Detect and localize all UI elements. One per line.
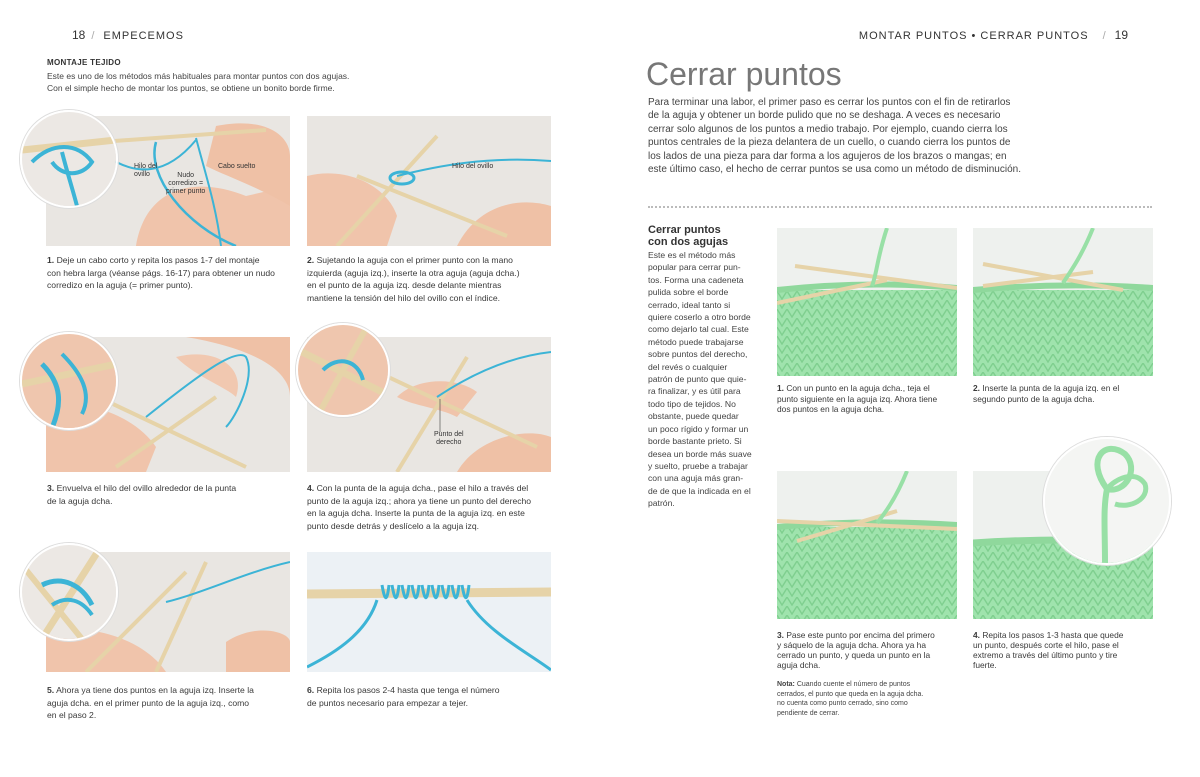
step-number: 6. bbox=[307, 685, 315, 695]
note-box: Nota: Cuando cuente el número de puntos cerrados, el punto que queda en la aguja dcha. no cuenta como punto cerrado, sino como pendiente de cerrar. bbox=[777, 681, 924, 717]
step-5-caption: 5. Ahora ya tiene dos puntos en la aguja izq. Inserte la aguja dcha. en el primer punto de la aguja izq., como en el paso 2. bbox=[47, 685, 254, 720]
step-1-caption: 1. Deje un cabo corto y repita los pasos 1-7 del montaje con hebra larga (véanse págs. 16-17) para obtener un nudo corredizo en la aguja (= primer punto). bbox=[47, 255, 275, 290]
left-page-number: 18 bbox=[72, 28, 86, 42]
intro-heading: MONTAJE TEJIDO bbox=[47, 58, 121, 67]
bindoff-step-1-photo bbox=[777, 228, 957, 376]
bindoff-step-4-detail-circle bbox=[1043, 437, 1171, 565]
step-number: 3. bbox=[47, 483, 55, 493]
body-text: Este es el método más popular para cerrar pun- tos. Forma una cadeneta pulida sobre el borde cerrado, ideal tanto si quiere coserlo a otro borde como dejarlo tal cual. Este método puede trabajarse sobre puntos del derecho, del revés o cualquier patrón de punto que quie- ra finalizar, y es útil para todo tipo de tejidos. No obstante, puede quedar un poco rígido y formar un borde bastante prieto. Si desea un borde más suave y suelto, pruebe a trabajar con una aguja más gran- de de que la indicada en el patrón. bbox=[648, 250, 752, 509]
bindoff-step-2-caption: 2. Inserte la punta de la aguja izq. en el segundo punto de la aguja dcha. bbox=[973, 383, 1120, 404]
right-section-title: MONTAR PUNTOS • CERRAR PUNTOS bbox=[858, 30, 1089, 42]
subheading: Cerrar puntos con dos agujas bbox=[648, 224, 729, 248]
note-label: Nota: bbox=[777, 681, 795, 688]
step-6-caption: 6. Repita los pasos 2-4 hasta que tenga el número de puntos necesario para empezar a tejer. bbox=[307, 685, 500, 708]
intro-line: Con el simple hecho de montar los puntos, se obtiene un bonito borde firme. bbox=[47, 83, 335, 93]
right-page-number: 19 bbox=[1114, 28, 1128, 42]
step-3-caption: 3. Envuelva el hilo del ovillo alrededor de la punta de la aguja dcha. bbox=[47, 483, 237, 506]
section-divider bbox=[648, 206, 1152, 208]
bindoff-step-4-caption: 4. Repita los pasos 1-3 hasta que quede un punto, después corte el hilo, pase el extremo a través del último punto y tire fuerte. bbox=[973, 630, 1124, 670]
step-4-caption: 4. Con la punta de la aguja dcha., pase el hilo a través del punto de la aguja izq.; ahora ya tiene un punto del derecho en la aguja dcha. Inserte la punta de la aguja izq. en este punto desde detrás y deslícelo a la aguja izq. bbox=[307, 483, 532, 531]
left-section-title: EMPECEMOS bbox=[103, 30, 184, 42]
step-3-detail-circle bbox=[20, 332, 118, 430]
intro-line: Este es uno de los métodos más habituales para montar puntos con dos agujas. bbox=[47, 71, 350, 81]
step-number: 4. bbox=[973, 630, 980, 640]
step-2-photo bbox=[307, 116, 551, 246]
bindoff-step-3-photo bbox=[777, 471, 957, 619]
step-6-photo bbox=[307, 552, 551, 672]
step-number: 5. bbox=[47, 685, 55, 695]
step-5-detail-circle bbox=[20, 543, 118, 641]
label-hilo-ovillo-1: Hilo del ovillo bbox=[134, 163, 158, 178]
step-number: 1. bbox=[47, 255, 55, 265]
bindoff-step-1-caption: 1. Con un punto en la aguja dcha., teja el punto siguiente en la aguja izq. Ahora tiene dos puntos en la aguja dcha. bbox=[777, 383, 938, 414]
label-cabo-suelto: Cabo suelto bbox=[218, 163, 256, 170]
bindoff-step-2-photo bbox=[973, 228, 1153, 376]
intro-text bbox=[47, 70, 349, 94]
step-4-detail-circle bbox=[296, 323, 390, 417]
label-nudo-corredizo: Nudo corredizo = primer punto bbox=[166, 172, 206, 195]
step-number: 2. bbox=[307, 255, 315, 265]
step-number: 3. bbox=[777, 630, 784, 640]
step-1-detail-circle bbox=[20, 110, 118, 208]
label-punto-derecho: Punto del derecho bbox=[434, 431, 464, 446]
bindoff-step-3-caption: 3. Pase este punto por encima del primero y sáquelo de la aguja dcha. Ahora ya ha cerrado un punto, y queda un punto en la aguja dcha. bbox=[777, 630, 935, 670]
step-2-caption: 2. Sujetando la aguja con el primer punto con la mano izquierda (aguja izq.), inserte la otra aguja (aguja dcha.) en el punto de la aguja izq. desde delante mientras mantiene la tensión del hilo del ovillo con el índice. bbox=[307, 255, 520, 303]
label-hilo-ovillo-2: Hilo del ovillo bbox=[452, 163, 494, 170]
right-folio: MONTAR PUNTOS • CERRAR PUNTOS / 19 bbox=[858, 28, 1128, 42]
left-folio: 18 / EMPECEMOS bbox=[72, 28, 184, 42]
step-number: 1. bbox=[777, 383, 784, 393]
step-number: 4. bbox=[307, 483, 315, 493]
step-number: 2. bbox=[973, 383, 980, 393]
lead-paragraph: Para terminar una labor, el primer paso es cerrar los puntos con el fin de retirarlos de la aguja y obtener un borde pulido que no se deshaga. A veces es necesario cerrar solo algunos de los puntos a medio trabajo. Por ejemplo, cuando cierra los puntos centrales de la pieza delantera de un cuello, o cuando cierra los puntos de los lados de una pieza para dar forma a los agujeros de los brazos o mangas; en este último caso, el hecho de cerrar puntos se usa como un método de disminución. bbox=[648, 97, 1021, 176]
page-title: Cerrar puntos bbox=[646, 56, 842, 92]
